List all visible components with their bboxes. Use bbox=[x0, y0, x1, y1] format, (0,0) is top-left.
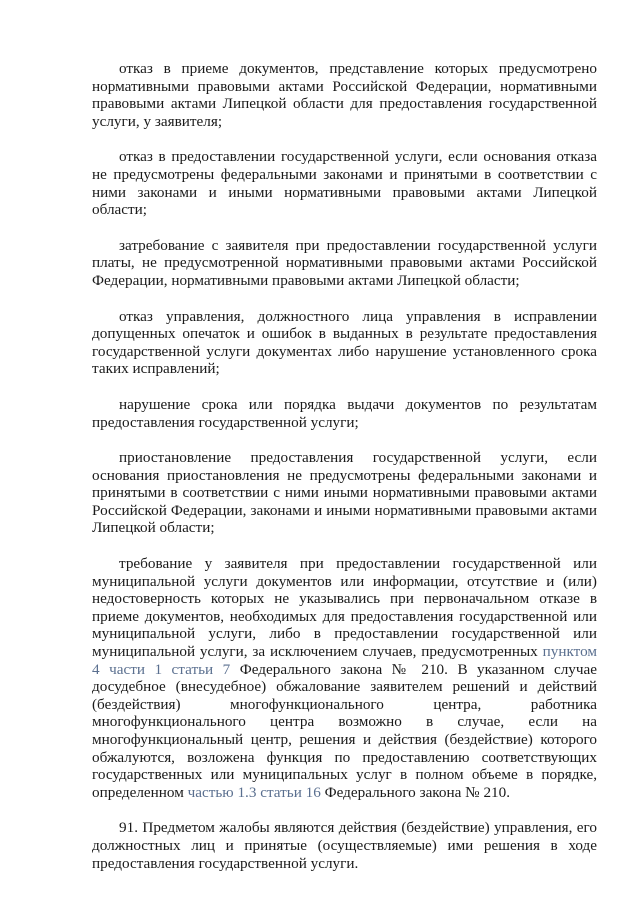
paragraph-issuance-violation: нарушение срока или порядка выдачи документов по результатам предоставления государственной услуги; bbox=[92, 395, 597, 431]
document-page bbox=[92, 60, 597, 890]
paragraph-refusal-service: отказ в предоставлении государственной услуги, если основания отказа не предусмотрены федеральными законами и принятыми в соответствии с ними законами и иными нормативными правовыми актами Липецкой области; bbox=[92, 148, 597, 219]
law-reference-link-article16[interactable]: частью 1.3 статьи 16 bbox=[187, 783, 321, 801]
paragraph-document-requirement bbox=[92, 555, 597, 801]
law-reference-link-article7[interactable]: пунктом 4 части 1 статьи 7 bbox=[92, 643, 597, 678]
paragraph-91-complaint-subject: 91. Предметом жалобы являются действия (бездействие) управления, его должностных лиц и принятые (осуществляемые) ими решения в ходе предоставления государственной услуги. bbox=[92, 819, 597, 872]
requirement-text-part2: Федерального закона № 210. В указанном случае досудебное (внесудебное) обжалование заявителем решений и действий (бездействия) многофункционального центра, работника многофункционального центра возможно в случае, если на многофункциональный центр, решения и действия (бездействие) которого обжалуются, возложена функция по предоставлению соответствующих государственных или муниципальных услуг в полном объеме в порядке, определенном bbox=[92, 660, 597, 801]
paragraph-refusal-acceptance: отказ в приеме документов, представление которых предусмотрено нормативными правовыми актами Российской Федерации, нормативными правовыми актами Липецкой области для предоставления государственной услуги, у заявителя; bbox=[92, 60, 597, 130]
requirement-text-part3: Федерального закона № 210. bbox=[320, 783, 511, 801]
requirement-text-part1: требование у заявителя при предоставлении государственной или муниципальной услуги документов или информации, отсутствие и (или) недостоверность которых не указывались при первоначальном отказе в приеме документов, необходимых для предоставления государственной или муниципальной услуги, либо в предоставлении государственной или муниципальной услуги, за исключением случаев, предусмотренных bbox=[92, 555, 597, 661]
paragraph-suspension: приостановление предоставления государственной услуги, если основания приостановления не предусмотрены федеральными законами и принятыми в соответствии с ними иными нормативными правовыми актами Российской Федерации, законами и иными нормативными правовыми актами Липецкой области; bbox=[92, 449, 597, 537]
paragraph-correction-refusal: отказ управления, должностного лица управления в исправлении допущенных опечаток и ошибок в выданных в результате предоставления государственной услуги документах либо нарушение установленного срока таких исправлений; bbox=[92, 307, 597, 378]
paragraph-fee-demand: затребование с заявителя при предоставлении государственной услуги платы, не предусмотренной нормативными правовыми актами Российской Федерации, нормативными правовыми актами Липецкой области; bbox=[92, 236, 597, 289]
